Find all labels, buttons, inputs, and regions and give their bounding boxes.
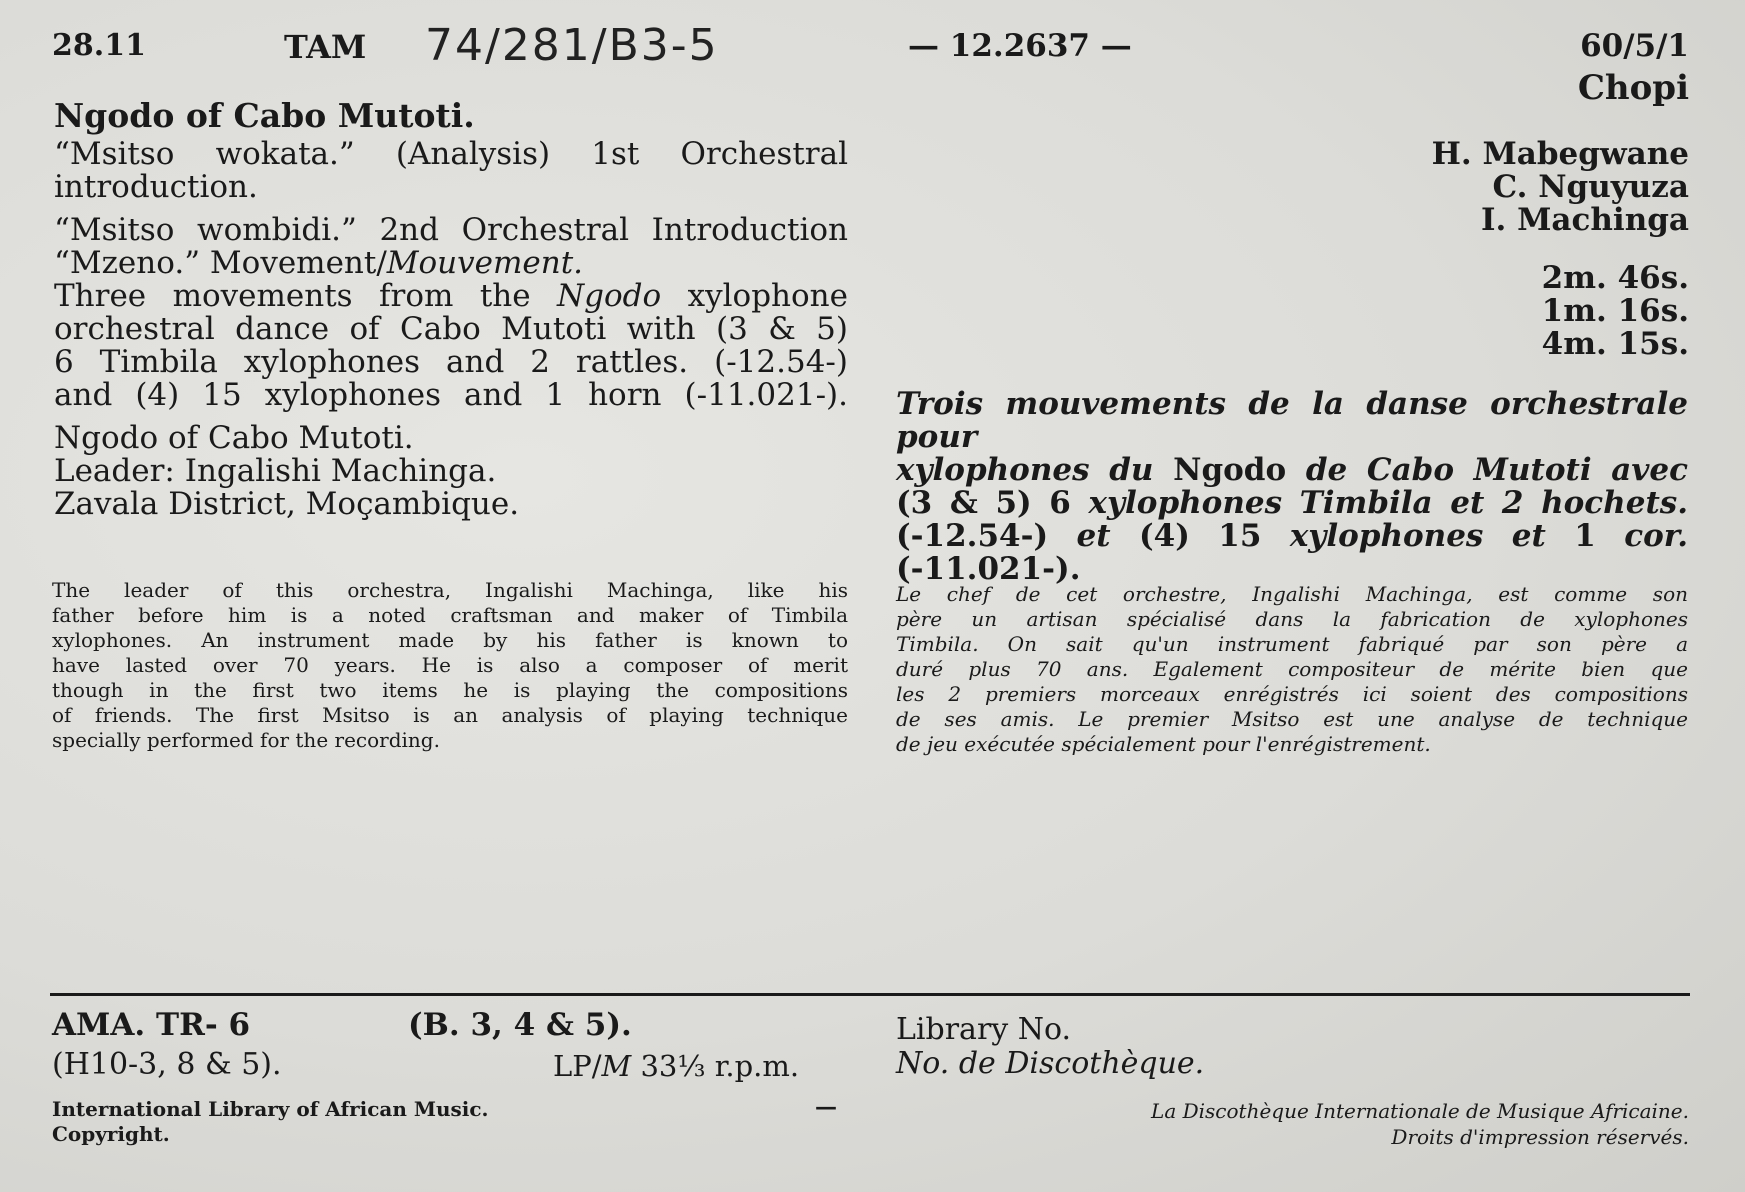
duration-list	[1542, 262, 1689, 361]
french-line-2: xylophones du Ngodo de Cabo Mutoti avec	[896, 452, 1688, 488]
discotheque-label: No. de Discothèque.	[896, 1046, 1205, 1081]
catalog-number: — 12.2637 —	[908, 28, 1132, 64]
notes-line: specially performed for the recording.	[52, 728, 440, 752]
bands: (B. 3, 4 & 5).	[408, 1007, 632, 1043]
footer-divider	[50, 993, 1690, 996]
item-1-line-2: introduction.	[54, 169, 258, 205]
french-notes	[896, 582, 1688, 757]
ilam-name: International Library of African Music.	[52, 1097, 489, 1121]
library-number-label: Library No.	[896, 1012, 1072, 1047]
performer: H. Mabegwane	[1431, 136, 1689, 172]
duration: 2m. 46s.	[1541, 260, 1689, 296]
rights-reserved: Droits d'impression réservés.	[1391, 1125, 1689, 1149]
notes-line: The leader of this orchestra, Ingalishi Machinga, like his	[52, 578, 848, 602]
english-notes	[52, 578, 848, 753]
item-list	[54, 138, 848, 521]
footer-dash: —	[815, 1094, 837, 1120]
info-line-3: Zavala District, Moçambique.	[54, 486, 520, 522]
notes-line: de ses amis. Le premier Msitso est une analyse de technique	[896, 707, 1688, 731]
card-number: 28.11	[52, 28, 146, 63]
record-number: AMA. TR- 6	[52, 1007, 251, 1043]
people-name: Chopi	[1577, 68, 1689, 108]
item-3: “Mzeno.” Movement/Mouvement.	[54, 245, 584, 281]
notes-line: though in the first two items he is playing the compositions	[52, 678, 848, 702]
french-line-3: (3 & 5) 6 xylophones Timbila et 2 hochets.	[896, 485, 1689, 521]
notes-line: father before him is a noted craftsman and maker of Timbila	[52, 603, 848, 627]
h10-codes: (H10-3, 8 & 5).	[52, 1047, 282, 1082]
desc-line-3: 6 Timbila xylophones and 2 rattles. (-12.54-)	[54, 344, 848, 380]
handwritten-accession: 74/281/B3-5	[425, 20, 719, 71]
performer-list	[1432, 138, 1689, 237]
desc-line-4: and (4) 15 xylophones and 1 horn (-11.021-).	[54, 377, 848, 413]
french-line-4: (-12.54-) et (4) 15 xylophones et 1 cor.	[896, 518, 1689, 554]
notes-line: duré plus 70 ans. Egalement compositeur de mérite bien que	[896, 657, 1688, 681]
french-library-name: La Discothèque Internationale de Musique Africaine.	[1151, 1099, 1689, 1123]
reference-number: 60/5/1	[1580, 28, 1689, 64]
notes-line: Le chef de cet orchestre, Ingalishi Machinga, est comme son	[896, 582, 1688, 606]
performer: I. Machinga	[1481, 202, 1689, 238]
notes-line: xylophones. An instrument made by his father is known to	[52, 628, 848, 652]
notes-line: have lasted over 70 years. He is also a composer of merit	[52, 653, 848, 677]
performer: C. Nguyuza	[1492, 169, 1689, 205]
lp-format: LP/M 33⅓ r.p.m.	[553, 1049, 800, 1083]
french-line-1: Trois mouvements de la danse orchestrale pour	[896, 386, 1688, 455]
duration: 4m. 15s.	[1541, 326, 1689, 362]
info-line-2: Leader: Ingalishi Machinga.	[54, 453, 497, 489]
notes-line: of friends. The first Msitso is an analysis of playing technique	[52, 703, 848, 727]
notes-line: père un artisan spécialisé dans la fabrication de xylophones	[896, 607, 1688, 631]
item-1-line-1: “Msitso wokata.” (Analysis) 1st Orchestral	[54, 136, 848, 172]
copyright: Copyright.	[52, 1122, 170, 1146]
desc-line-1: Three movements from the Ngodo xylophone	[54, 278, 848, 314]
info-line-1: Ngodo of Cabo Mutoti.	[54, 420, 414, 456]
notes-line: Timbila. On sait qu'un instrument fabriqué par son père a	[896, 632, 1688, 656]
item-2: “Msitso wombidi.” 2nd Orchestral Introduction	[54, 212, 848, 248]
french-description	[896, 388, 1688, 586]
notes-line: les 2 premiers morceaux enrégistrés ici soient des compositions	[896, 682, 1688, 706]
desc-line-2: orchestral dance of Cabo Mutoti with (3 & 5)	[54, 311, 848, 347]
french-line-5: (-11.021-).	[896, 551, 1081, 587]
record-title: Ngodo of Cabo Mutoti.	[54, 96, 475, 135]
duration: 1m. 16s.	[1541, 293, 1689, 329]
tam-label: TAM	[284, 28, 367, 66]
notes-line: de jeu exécutée spécialement pour l'enrégistrement.	[896, 732, 1431, 756]
